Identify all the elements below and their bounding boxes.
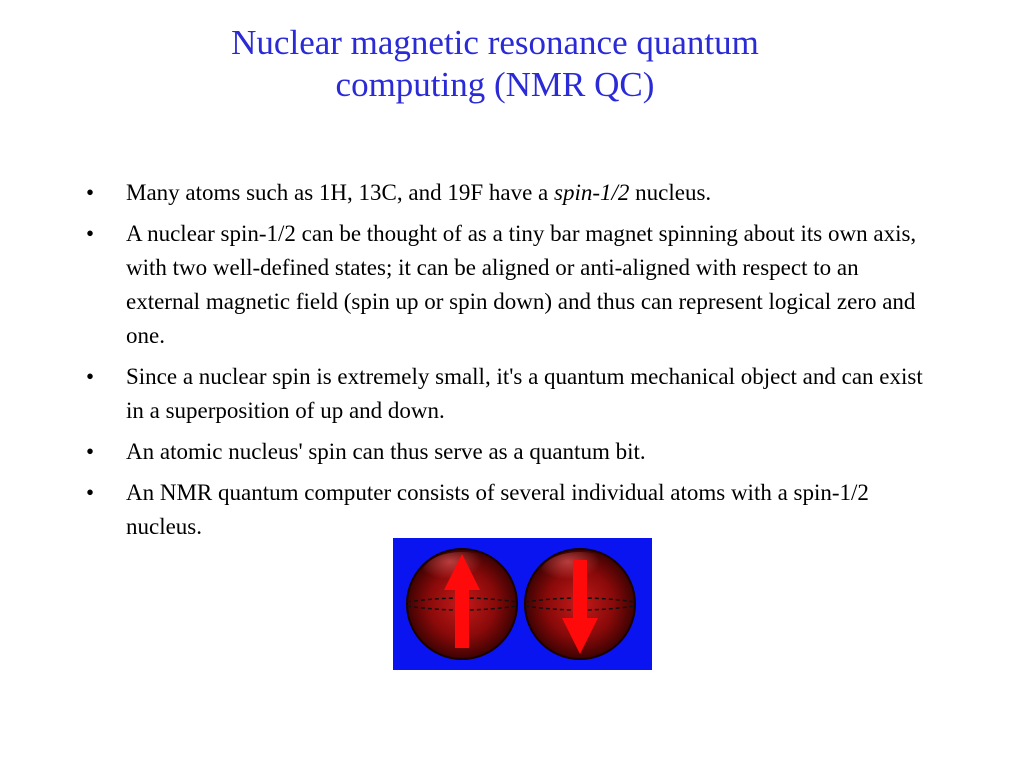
bullet-item xyxy=(86,176,936,210)
bullet-text: An atomic nucleus' spin can thus serve as a quantum bit. xyxy=(126,439,646,464)
bullet-item xyxy=(86,435,936,469)
bullet-marker: • xyxy=(86,439,95,464)
bullet-text: An NMR quantum computer consists of several individual atoms with a spin-1/2 nucleus. xyxy=(126,480,869,539)
slide-title-line-1: Nuclear magnetic resonance quantum xyxy=(231,23,759,62)
bullet-marker: • xyxy=(86,480,95,505)
bullet-marker: • xyxy=(86,180,95,205)
bullet-text: A nuclear spin-1/2 can be thought of as a tiny bar magnet spinning about its own axis, with two well-defined states; it can be aligned or anti-aligned with respect to an external magnetic field (spin up or spin down) and thus can represent logical zero and one. xyxy=(126,221,917,348)
spin-states-svg xyxy=(393,538,652,670)
bullet-item xyxy=(86,360,936,428)
bullet-text-start: Many atoms such as 1H, 13C, and 19F have a xyxy=(126,180,554,205)
bullet-marker: • xyxy=(86,364,95,389)
bullet-text: Since a nuclear spin is extremely small, it's a quantum mechanical object and can exist in a superposition of up and down. xyxy=(126,364,923,423)
bullet-text-end: nucleus. xyxy=(629,180,712,205)
bullet-marker: • xyxy=(86,221,95,246)
bullet-item xyxy=(86,476,936,544)
slide-title-line-2: computing (NMR QC) xyxy=(335,65,655,104)
bullet-list xyxy=(86,176,936,551)
bullet-item xyxy=(86,217,936,353)
slide-title xyxy=(0,22,990,106)
spin-states-image xyxy=(393,538,652,670)
bullet-text-italic: spin-1/2 xyxy=(554,180,630,205)
